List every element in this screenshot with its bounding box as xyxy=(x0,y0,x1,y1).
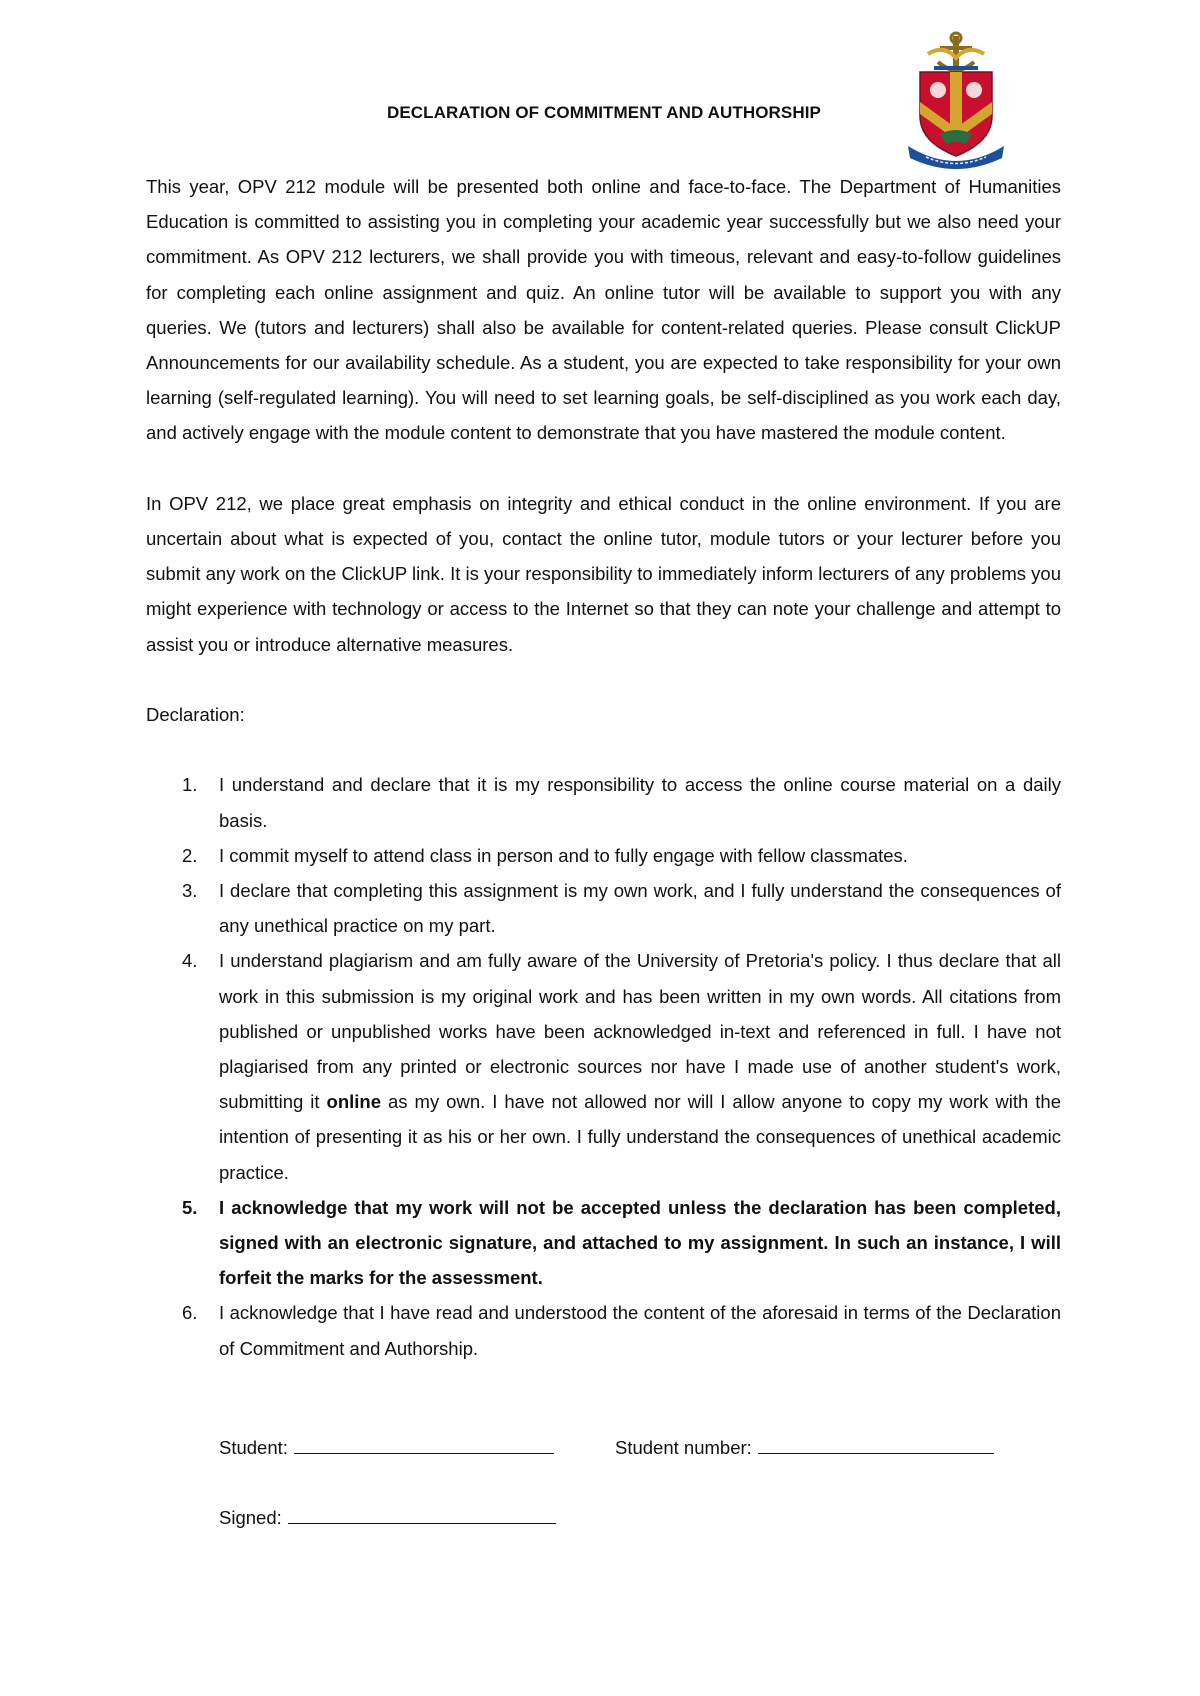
declaration-item xyxy=(146,838,1061,873)
university-crest-logo xyxy=(904,30,1008,170)
signed-label: Signed: xyxy=(219,1507,282,1528)
student-number-field[interactable] xyxy=(615,1430,994,1465)
declaration-item xyxy=(146,1295,1061,1365)
crest-anchor-icon xyxy=(928,33,984,70)
declaration-item-number: 3. xyxy=(182,880,198,902)
document-body xyxy=(146,169,1061,1366)
declaration-list xyxy=(146,767,1061,1365)
student-number-blank-line[interactable] xyxy=(758,1435,994,1454)
declaration-item-number: 4. xyxy=(182,950,198,972)
declaration-item-text: I acknowledge that my work will not be accepted unless the declaration has been completed, signed with an electronic signature, and attached to my assignment. In such an instance, I will forfeit the marks for the assessment. xyxy=(219,1196,1061,1289)
student-number-label: Student number: xyxy=(615,1437,752,1458)
student-name-field[interactable] xyxy=(219,1430,554,1465)
declaration-item-emphasized xyxy=(146,1190,1061,1296)
declaration-item xyxy=(146,943,1061,1189)
declaration-item-text: I acknowledge that I have read and understood the content of the aforesaid in terms of the Declaration of Commitment and Authorship. xyxy=(219,1302,1061,1359)
declaration-item-text-before: I understand plagiarism and am fully aware of the University of Pretoria's policy. I thus declare that all work in this submission is my original work and has been written in my own words. All citations from published or unpublished works have been acknowledged in-text and referenced in full. I have not plagiarised from any printed or electronic sources nor have I made use of another student's work, submitting it xyxy=(219,950,1061,1113)
declaration-item-number: 6. xyxy=(182,1302,198,1324)
document-title: DECLARATION OF COMMITMENT AND AUTHORSHIP xyxy=(386,103,821,122)
declaration-label: Declaration: xyxy=(146,704,245,726)
signature-blank-line[interactable] xyxy=(288,1505,556,1524)
declaration-item xyxy=(146,873,1061,943)
declaration-item-number: 2. xyxy=(182,844,198,866)
student-name-blank-line[interactable] xyxy=(294,1435,554,1454)
declaration-item-text-after: as my own. I have not allowed nor will I allow anyone to copy my work with the intention of presenting it as his or her own. I fully understand the consequences of unethical academic practice. xyxy=(219,1091,1061,1183)
declaration-item-number: 5. xyxy=(182,1196,198,1218)
declaration-item-number: 1. xyxy=(182,774,198,796)
integrity-paragraph: In OPV 212, we place great emphasis on integrity and ethical conduct in the online environment. If you are uncertain about what is expected of you, contact the online tutor, module tutors or your lecturer before you submit any work on the ClickUP link. It is your responsibility to immediately inform lecturers of any problems you might experience with technology or access to the Internet so that they can note your challenge and attempt to assist you or introduce alternative measures. xyxy=(146,492,1061,655)
student-label: Student: xyxy=(219,1437,288,1458)
declaration-item-text: I understand and declare that it is my responsibility to access the online course material on a daily basis. xyxy=(219,774,1061,831)
signed-field[interactable] xyxy=(219,1500,556,1535)
declaration-item-text: I declare that completing this assignment is my own work, and I fully understand the consequences of any unethical practice on my part. xyxy=(219,880,1061,937)
declaration-item xyxy=(146,767,1061,837)
declaration-item-bold-word: online xyxy=(326,1091,382,1113)
intro-paragraph: This year, OPV 212 module will be presented both online and face-to-face. The Department of Humanities Education is committed to assisting you in completing your academic year successfully but we also need your commitment. As OPV 212 lecturers, we shall provide you with timeous, relevant and easy-to-follow guidelines for completing each online assignment and quiz. An online tutor will be available to support you with any queries. We (tutors and lecturers) shall also be available for content-related queries. Please consult ClickUP Announcements for our availability schedule. As a student, you are expected to take responsibility for your own learning (self-regulated learning). You will need to set learning goals, be self-disciplined as you work each day, and actively engage with the module content to demonstrate that you have mastered the module content. xyxy=(146,176,1061,444)
declaration-item-text: I commit myself to attend class in person and to fully engage with fellow classmates. xyxy=(219,844,908,866)
